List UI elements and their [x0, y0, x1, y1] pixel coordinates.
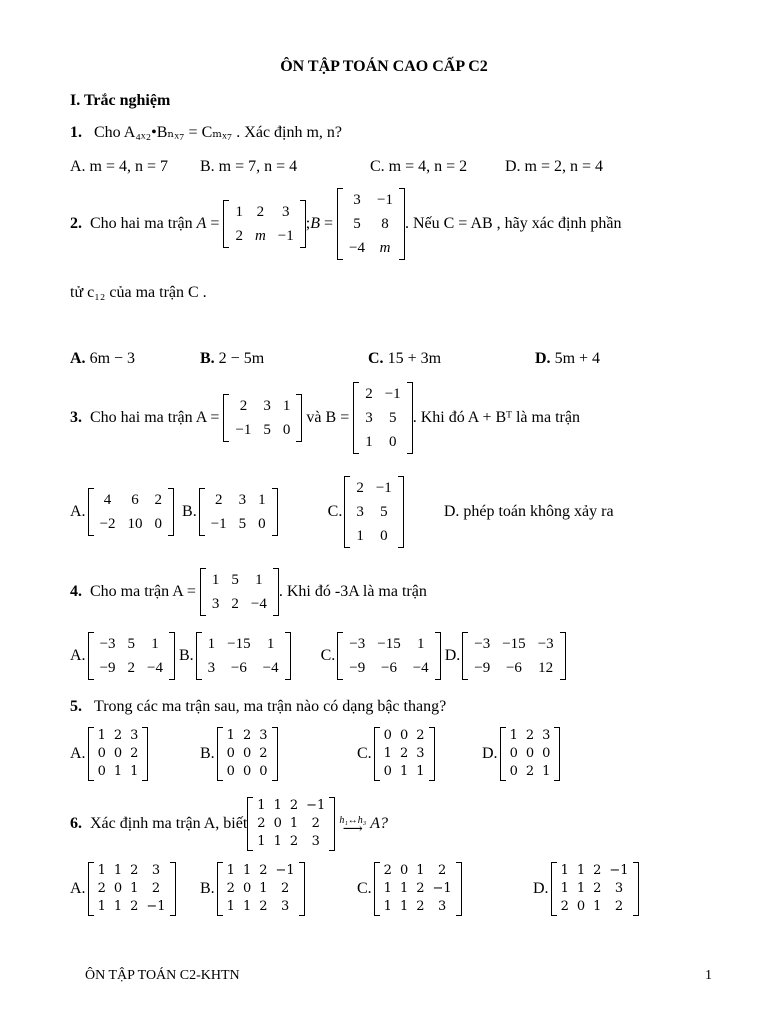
question-number: 5.	[70, 698, 82, 715]
matrix-cell: 0	[388, 434, 397, 450]
matrix-cell: 2	[356, 480, 364, 496]
matrix-cell: 0	[226, 764, 235, 779]
q2-option-d	[535, 350, 600, 368]
q5-option-a-matrix	[88, 727, 149, 781]
option-letter: B.	[200, 350, 215, 367]
matrix-cell: 0	[383, 764, 392, 779]
q3-option-a-matrix	[88, 488, 174, 536]
matrix-cell: 3	[238, 492, 247, 508]
matrix-cell: 2	[593, 863, 602, 878]
q4-option-a-matrix	[88, 632, 175, 680]
q5-option-a	[70, 727, 148, 781]
matrix-cell: 1	[97, 728, 106, 743]
matrix-cell: 2	[97, 881, 106, 896]
matrix-cell: −3	[99, 636, 116, 652]
q3-option-d: D. phép toán không xảy ra	[443, 503, 614, 520]
matrix-cell: 2	[365, 386, 373, 402]
matrix-cell: 1	[97, 863, 106, 878]
matrix-cell: 0	[542, 746, 551, 761]
matrix-cell: 3	[311, 834, 320, 849]
option-letter: C.	[357, 880, 372, 897]
matrix-cell: 1	[273, 798, 282, 813]
q1-option-c: C. m = 4, n = 2	[370, 158, 468, 175]
matrix-cell: 0	[576, 899, 586, 914]
matrix-cell: 2	[130, 899, 139, 914]
matrix-cell: 1	[289, 816, 299, 831]
option-letter: A.	[70, 350, 86, 367]
matrix-cell: 2	[416, 728, 425, 743]
question-number: 6.	[70, 815, 82, 832]
q6-option-a	[70, 862, 176, 916]
matrix-cell: 0	[509, 746, 518, 761]
matrix-cell: 1	[266, 636, 275, 652]
matrix-cell: −15	[502, 636, 526, 652]
matrix-cell: 12	[538, 660, 554, 676]
matrix-cell: −3	[474, 636, 491, 652]
matrix-cell: 2	[257, 816, 266, 831]
matrix-cell: 0	[113, 881, 123, 896]
matrix-cell: 1	[235, 204, 243, 220]
matrix-cell: −1	[277, 228, 294, 244]
matrix-cell: 3	[353, 192, 361, 208]
matrix-cell: 2	[280, 881, 290, 896]
matrix-cell: 3	[356, 504, 364, 520]
option-letter: C.	[327, 503, 343, 520]
matrix-cell: 1	[282, 398, 291, 414]
question-number: 1.	[70, 124, 82, 141]
matrix-b	[353, 382, 412, 454]
matrix-cell: 2	[593, 881, 602, 896]
matrix-cell: 2	[416, 899, 425, 914]
option-letter: D.	[482, 745, 498, 762]
matrix-cell: −1	[375, 480, 392, 496]
matrix-cell: 1	[416, 764, 425, 779]
question-1	[70, 122, 342, 142]
row-swap-arrow: h₁↔h₃ ⟶	[339, 814, 367, 837]
option-letter: B.	[200, 880, 215, 897]
matrix-cell: 1	[113, 863, 123, 878]
matrix-cell: −6	[505, 660, 522, 676]
matrix-cell: 1	[576, 863, 586, 878]
matrix-cell: 1	[593, 899, 602, 914]
matrix-cell: 3	[207, 660, 216, 676]
matrix-cell: −4	[147, 660, 163, 676]
matrix-cell: 1	[259, 881, 268, 896]
matrix-cell: 1	[542, 764, 551, 779]
matrix-cell: 2	[214, 492, 223, 508]
matrix-cell: 3	[280, 899, 290, 914]
matrix-cell: 1	[257, 834, 266, 849]
matrix-cell: −1	[235, 422, 252, 438]
matrix-cell: 5	[231, 572, 239, 588]
matrix-cell: 1	[416, 863, 425, 878]
option-letter: C.	[357, 745, 372, 762]
matrix-cell: −4	[250, 596, 267, 612]
matrix-cell: 0	[509, 764, 518, 779]
matrix-cell: 0	[97, 764, 106, 779]
matrix-cell: −9	[349, 660, 366, 676]
q4-options	[70, 632, 566, 680]
matrix-cell: 1	[226, 728, 235, 743]
matrix-cell: 1	[257, 798, 266, 813]
matrix-cell: 1	[509, 728, 518, 743]
matrix-cell: 10	[127, 516, 143, 532]
q4-option-d-matrix	[462, 632, 565, 680]
matrix-cell: 2	[235, 228, 243, 244]
question-text: Trong các ma trận sau, ma trận nào có dạng bậc thang?	[94, 698, 447, 715]
matrix-cell: 1	[416, 636, 425, 652]
matrix-cell: 2	[113, 728, 123, 743]
matrix-cell: 2	[525, 764, 535, 779]
matrix-cell: 0	[383, 728, 392, 743]
q5-option-d-matrix	[500, 727, 561, 781]
matrix-cell: 1	[130, 764, 139, 779]
matrix-cell: 2	[416, 881, 425, 896]
matrix-cell: −6	[230, 660, 247, 676]
question-2-line2: tử c₁₂ của ma trận C .	[70, 284, 207, 301]
matrix-cell: −15	[377, 636, 401, 652]
matrix-cell: 0	[242, 746, 252, 761]
matrix-cell: −4	[262, 660, 279, 676]
option-letter: A.	[70, 647, 86, 664]
q5-option-c	[357, 727, 435, 781]
matrix-cell: 0	[399, 728, 409, 743]
matrix-cell: 1	[130, 881, 139, 896]
matrix-cell: 2	[259, 899, 268, 914]
option-value: 6m − 3	[89, 350, 136, 367]
footer-text: ÔN TẬP TOÁN C2-KHTN	[85, 968, 240, 983]
matrix-cell: 2	[242, 728, 252, 743]
q6-option-d-matrix	[551, 862, 639, 916]
matrix-cell: 3	[263, 398, 271, 414]
matrix-cell: 3	[437, 899, 447, 914]
question-3	[70, 382, 580, 454]
matrix-cell: 1	[356, 528, 364, 544]
matrix-cell: 3	[614, 881, 624, 896]
question-text: Cho hai ma trận A =	[90, 409, 220, 426]
option-letter: D.	[444, 647, 461, 664]
matrix-cell: 0	[226, 746, 235, 761]
matrix-b	[337, 188, 405, 260]
matrix-cell: 1	[399, 881, 409, 896]
option-letter: A.	[70, 503, 86, 520]
option-letter: C.	[368, 350, 384, 367]
matrix-cell: 0	[380, 528, 388, 544]
matrix-cell: 2	[130, 863, 139, 878]
matrix-a	[200, 568, 279, 616]
question-number: 4.	[70, 583, 82, 600]
matrix-cell: 3	[151, 863, 161, 878]
matrix-cell: 0	[242, 881, 252, 896]
option-value: 5m + 4	[554, 350, 601, 367]
matrix-cell: 1	[242, 899, 252, 914]
question-text-cont: . Khi đó A + Bᵀ là ma trận	[412, 409, 580, 426]
q6-option-d	[533, 862, 639, 916]
matrix-cell: 2	[259, 863, 268, 878]
matrix-cell: 3	[211, 596, 220, 612]
matrix-cell: 0	[525, 746, 535, 761]
question-2: 2. Cho hai ma trận A = 1 2 3 2 m −1 ; B = 3 −1 5 8 −4 m . Nếu C = AB , hãy xác định phần	[70, 188, 622, 260]
matrix-cell: 0	[97, 746, 106, 761]
matrix-cell: 2	[399, 746, 409, 761]
matrix-cell: 2	[259, 746, 268, 761]
matrix-cell: 1	[383, 899, 392, 914]
option-value: 15 + 3m	[387, 350, 442, 367]
question-text-cont: A?	[370, 815, 389, 832]
matrix-cell: 0	[154, 516, 163, 532]
matrix-cell: 1	[383, 881, 392, 896]
matrix-a	[223, 394, 302, 442]
matrix-cell: −9	[474, 660, 491, 676]
matrix-cell: 1	[207, 636, 216, 652]
option-letter: A.	[70, 880, 86, 897]
matrix-cell: −2	[99, 516, 116, 532]
matrix-cell: 1	[151, 636, 159, 652]
option-letter: C.	[320, 647, 336, 664]
q2-option-c	[368, 350, 441, 368]
matrix-cell: 1	[560, 863, 569, 878]
matrix-cell: 2	[383, 863, 392, 878]
matrix-cell: −1	[306, 798, 326, 813]
matrix-cell: 5	[127, 636, 136, 652]
matrix-cell: 2	[437, 863, 447, 878]
question-4	[70, 568, 427, 616]
matrix-cell: 1	[255, 572, 263, 588]
matrix-cell: 5	[238, 516, 247, 532]
matrix-cell: 2	[560, 899, 569, 914]
matrix-cell: −4	[349, 240, 365, 256]
matrix-cell: 4	[103, 492, 112, 508]
matrix-cell: m	[379, 240, 391, 256]
matrix-cell: 0	[282, 422, 291, 438]
q6-option-b-matrix	[217, 862, 305, 916]
matrix-cell: 2	[154, 492, 163, 508]
matrix-cell: 2	[256, 204, 265, 220]
question-number: 3.	[70, 409, 82, 426]
matrix-cell: 5	[388, 410, 397, 426]
matrix-cell: 2	[231, 596, 239, 612]
page-title: ÔN TẬP TOÁN CAO CẤP C2	[280, 58, 488, 75]
matrix-cell: 2	[226, 881, 235, 896]
option-value: 2 − 5m	[218, 350, 265, 367]
matrix-cell: 1	[211, 572, 220, 588]
option-letter: B.	[182, 503, 197, 520]
q2-option-a	[70, 350, 135, 368]
matrix-cell: 0	[242, 764, 252, 779]
matrix-cell: 5	[263, 422, 271, 438]
option-letter: B.	[200, 745, 215, 762]
q1-option-b: B. m = 7, n = 4	[200, 158, 298, 175]
matrix-cell: 2	[289, 798, 299, 813]
matrix-cell: 2	[130, 746, 139, 761]
matrix-cell: 3	[542, 728, 551, 743]
question-6	[70, 797, 388, 851]
matrix-cell: 2	[289, 834, 299, 849]
matrix-cell: m	[254, 228, 266, 244]
matrix-cell: −1	[609, 863, 629, 878]
matrix-cell: 8	[381, 216, 389, 232]
matrix-cell: 0	[113, 746, 123, 761]
matrix-cell: −3	[537, 636, 554, 652]
q3-option-c-matrix	[344, 476, 403, 548]
matrix-cell: 2	[311, 816, 320, 831]
matrix-cell: 1	[399, 899, 409, 914]
question-text: Cho A₄ₓ₂•Bₙₓ₇ = Cₘₓ₇ . Xác định m, n?	[94, 124, 343, 141]
matrix-cell: −9	[99, 660, 116, 676]
q5-option-b-matrix	[217, 727, 278, 781]
matrix-cell: 1	[273, 834, 282, 849]
matrix-cell: 5	[380, 504, 388, 520]
row-swap-label: h₁↔h₃	[339, 814, 367, 826]
q4-option-c-matrix	[337, 632, 440, 680]
matrix-cell: −1	[210, 516, 227, 532]
matrix-m	[247, 797, 335, 851]
matrix-cell: −4	[412, 660, 429, 676]
matrix-cell: 2	[151, 881, 161, 896]
q6-option-a-matrix	[88, 862, 176, 916]
matrix-cell: 6	[131, 492, 139, 508]
question-text-cont: . Khi đó -3A là ma trận	[278, 583, 427, 600]
matrix-cell: 1	[113, 764, 123, 779]
option-letter: D.	[535, 350, 551, 367]
matrix-cell: 1	[258, 492, 266, 508]
q5-option-b	[200, 727, 278, 781]
q5-option-c-matrix	[374, 727, 435, 781]
matrix-cell: 3	[259, 728, 268, 743]
matrix-cell: 3	[130, 728, 139, 743]
matrix-cell: 3	[416, 746, 425, 761]
matrix-cell: −6	[381, 660, 397, 676]
matrix-cell: 2	[127, 660, 136, 676]
matrix-cell: −1	[384, 386, 401, 402]
matrix-cell: −1	[432, 881, 452, 896]
matrix-cell: 1	[383, 746, 392, 761]
page-number: 1	[705, 968, 712, 983]
matrix-cell: 0	[399, 863, 409, 878]
matrix-cell: −1	[275, 863, 295, 878]
option-letter: A.	[70, 745, 86, 762]
question-text: Cho hai ma trận	[90, 215, 193, 232]
matrix-cell: −1	[146, 899, 166, 914]
matrix-cell: 2	[525, 728, 535, 743]
matrix-cell: 0	[259, 764, 268, 779]
matrix-cell: −15	[227, 636, 251, 652]
question-text-mid: và B =	[306, 409, 350, 426]
section-heading: I. Trắc nghiệm	[70, 92, 171, 109]
q6-option-c	[357, 862, 462, 916]
question-text: Xác định ma trận A, biết	[90, 815, 248, 832]
matrix-cell: 1	[399, 764, 409, 779]
q4-option-b-matrix	[196, 632, 291, 680]
matrix-cell: −3	[349, 636, 366, 652]
option-letter: B.	[179, 647, 194, 664]
matrix-cell: 3	[282, 204, 290, 220]
q1-option-a: A. m = 4, n = 7	[70, 158, 169, 175]
question-text: Cho ma trận A =	[90, 583, 196, 600]
question-text-cont: . Nếu C = AB , hãy xác định phần	[404, 215, 622, 232]
matrix-cell: 5	[353, 216, 361, 232]
q6-option-c-matrix	[374, 862, 462, 916]
q2-option-b	[200, 350, 264, 368]
matrix-cell: 1	[226, 899, 235, 914]
matrix-cell: 2	[614, 899, 624, 914]
matrix-cell: 3	[365, 410, 373, 426]
q6-option-b	[200, 862, 305, 916]
matrix-cell: 1	[576, 881, 586, 896]
matrix-a	[223, 200, 305, 248]
matrix-cell: 2	[239, 398, 248, 414]
question-number: 2.	[70, 215, 82, 232]
q3-option-b-matrix	[199, 488, 278, 536]
matrix-cell: 1	[97, 899, 106, 914]
matrix-cell: 0	[258, 516, 266, 532]
matrix-cell: 1	[560, 881, 569, 896]
matrix-cell: 1	[113, 899, 123, 914]
matrix-cell: −1	[377, 192, 393, 208]
question-5	[70, 698, 446, 716]
matrix-cell: 1	[242, 863, 252, 878]
q3-options	[70, 476, 614, 548]
q5-option-d	[482, 727, 560, 781]
matrix-cell: 0	[273, 816, 282, 831]
option-letter: D.	[533, 880, 549, 897]
q1-option-d: D. m = 2, n = 4	[505, 158, 604, 175]
matrix-cell: 1	[365, 434, 373, 450]
matrix-cell: 1	[226, 863, 235, 878]
